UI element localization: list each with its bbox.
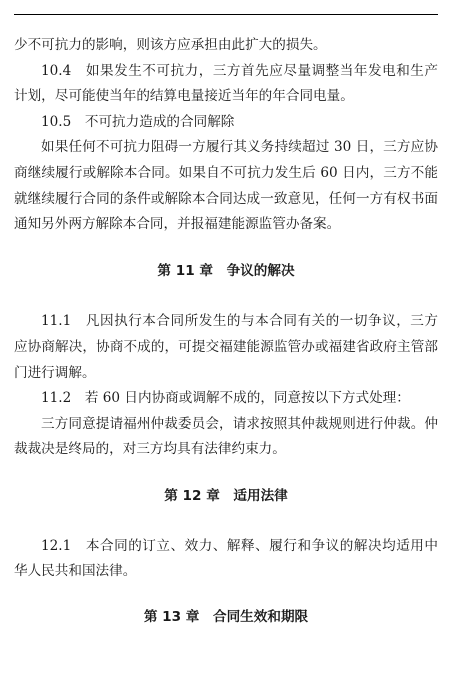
clause-10-4: 10.4 如果发生不可抗力，三方首先应尽量调整当年发电和生产计划，尽可能使当年的结算电量接近当年的年合同电量。 bbox=[14, 62, 438, 105]
clause-12-1: 12.1 本合同的订立、效力、解释、履行和争议的解决均适用中华人民共和国法律。 bbox=[14, 537, 438, 580]
clause-11-2-body: 三方同意提请福州仲裁委员会，请求按照其仲裁规则进行仲裁。仲裁裁决是终局的，对三方均具有法律约束力。 bbox=[14, 415, 438, 458]
chapter-11-title: 第 11 章 争议的解决 bbox=[157, 262, 295, 279]
clause-10-5-body: 如果任何不可抗力阻碍一方履行其义务持续超过 30 日，三方应协商继续履行或解除本合同。如果自不可抗力发生后 60 日内，三方不能就继续履行合同的条件或解除本合同达成一致意见，任何一方有权书面通知另外两方解除本合同，并报福建能源监管办备案。 bbox=[14, 139, 438, 233]
paragraph-force-majeure-loss: 少不可抗力的影响，则该方应承担由此扩大的损失。 bbox=[14, 37, 327, 53]
clause-11-1: 11.1 凡因执行本合同所发生的与本合同有关的一切争议，三方应协商解决，协商不成的，可提交福建能源监管办或福建省政府主管部门进行调解。 bbox=[14, 313, 438, 381]
document-page bbox=[14, 33, 438, 630]
chapter-13-title: 第 13 章 合同生效和期限 bbox=[143, 608, 309, 625]
header-rule bbox=[14, 14, 438, 15]
chapter-12-title: 第 12 章 适用法律 bbox=[164, 487, 288, 504]
clause-11-2: 11.2 若 60 日内协商或调解不成的，同意按以下方式处理： bbox=[41, 390, 410, 407]
clause-10-5-heading: 10.5 不可抗力造成的合同解除 bbox=[41, 113, 235, 130]
